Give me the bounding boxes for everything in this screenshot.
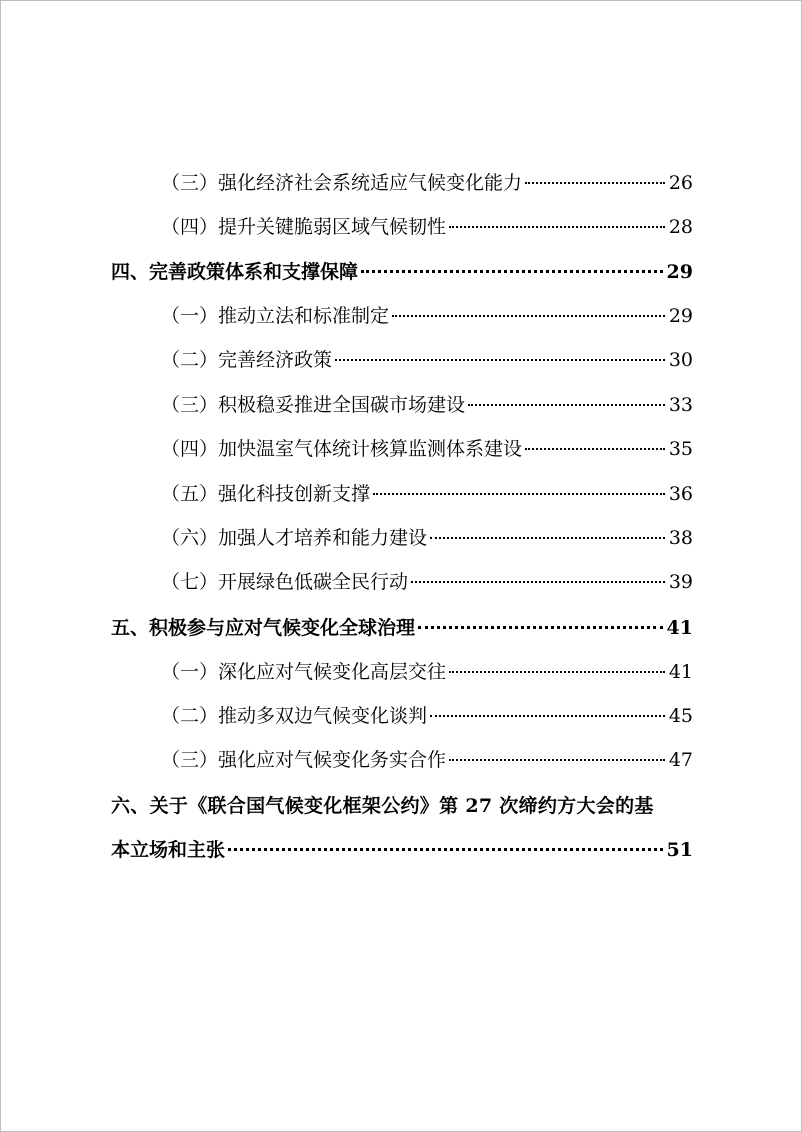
toc-entry-page: 36 xyxy=(668,483,693,505)
toc-entry-label: （五）强化科技创新支撑 xyxy=(161,483,371,505)
toc-entry[interactable] xyxy=(161,215,693,239)
toc-entry[interactable] xyxy=(161,437,693,461)
dot-leader xyxy=(449,226,665,228)
toc-entry[interactable] xyxy=(161,704,693,728)
toc-entry-page: 33 xyxy=(668,394,693,416)
dot-leader xyxy=(418,626,663,629)
dot-leader xyxy=(525,448,665,450)
toc-entry[interactable] xyxy=(161,748,693,772)
toc-entry-label: （四）提升关键脆弱区域气候韧性 xyxy=(161,216,447,238)
toc-chapter-entry[interactable] xyxy=(111,838,693,862)
toc-entry-page: 41 xyxy=(668,661,693,683)
toc-entry-page: 38 xyxy=(668,527,693,549)
toc-entry-page: 39 xyxy=(668,571,693,593)
dot-leader xyxy=(525,182,665,184)
toc-entry[interactable] xyxy=(161,171,693,195)
toc-entry-label: （二）推动多双边气候变化谈判 xyxy=(161,705,428,727)
dot-leader xyxy=(430,537,665,539)
toc-entry-label: （一）深化应对气候变化高层交往 xyxy=(161,661,447,683)
toc-entry-page: 29 xyxy=(668,305,693,327)
toc-entry[interactable] xyxy=(161,526,693,550)
toc-entry[interactable] xyxy=(161,348,693,372)
toc-entry[interactable] xyxy=(161,393,693,417)
toc-entry-label: 四、完善政策体系和支撑保障 xyxy=(111,261,359,283)
toc-entry-page: 45 xyxy=(668,705,693,727)
toc-chapter-entry[interactable] xyxy=(111,616,693,640)
toc-chapter-entry-line1[interactable]: 六、关于《联合国气候变化框架公约》第 27 次缔约方大会的基 xyxy=(111,795,654,817)
dot-leader xyxy=(228,848,663,851)
dot-leader xyxy=(335,359,665,361)
dot-leader xyxy=(373,493,665,495)
toc-entry[interactable] xyxy=(161,570,693,594)
toc-entry-label: （二）完善经济政策 xyxy=(161,349,333,371)
toc-entry-page: 29 xyxy=(666,261,693,283)
dot-leader xyxy=(430,715,665,717)
toc-entry[interactable] xyxy=(161,660,693,684)
toc-entry-page: 30 xyxy=(668,349,693,371)
toc-entry-page: 41 xyxy=(666,617,693,639)
toc-entry-page: 47 xyxy=(668,749,693,771)
dot-leader xyxy=(468,404,665,406)
toc-entry-page: 26 xyxy=(668,172,693,194)
toc-entry-label: （一）推动立法和标准制定 xyxy=(161,305,390,327)
toc-entry-label: （四）加快温室气体统计核算监测体系建设 xyxy=(161,438,523,460)
toc-chapter-entry[interactable] xyxy=(111,260,693,284)
toc-entry-label: （三）积极稳妥推进全国碳市场建设 xyxy=(161,394,466,416)
toc-entry-page: 28 xyxy=(668,216,693,238)
toc-entry-label: 五、积极参与应对气候变化全球治理 xyxy=(111,617,416,639)
dot-leader xyxy=(411,581,665,583)
toc-entry-label: （七）开展绿色低碳全民行动 xyxy=(161,571,409,593)
toc-entry[interactable] xyxy=(161,482,693,506)
dot-leader xyxy=(449,759,665,761)
dot-leader xyxy=(392,315,665,317)
toc-entry-label: （三）强化应对气候变化务实合作 xyxy=(161,749,447,771)
dot-leader xyxy=(361,270,663,273)
dot-leader xyxy=(449,671,665,673)
toc-entry-label: （六）加强人才培养和能力建设 xyxy=(161,527,428,549)
toc-entry[interactable] xyxy=(161,304,693,328)
toc-entry-page: 35 xyxy=(668,438,693,460)
toc-entry-page: 51 xyxy=(666,839,693,861)
toc-entry-label: （三）强化经济社会系统适应气候变化能力 xyxy=(161,172,523,194)
toc-entry-label: 本立场和主张 xyxy=(111,839,226,861)
